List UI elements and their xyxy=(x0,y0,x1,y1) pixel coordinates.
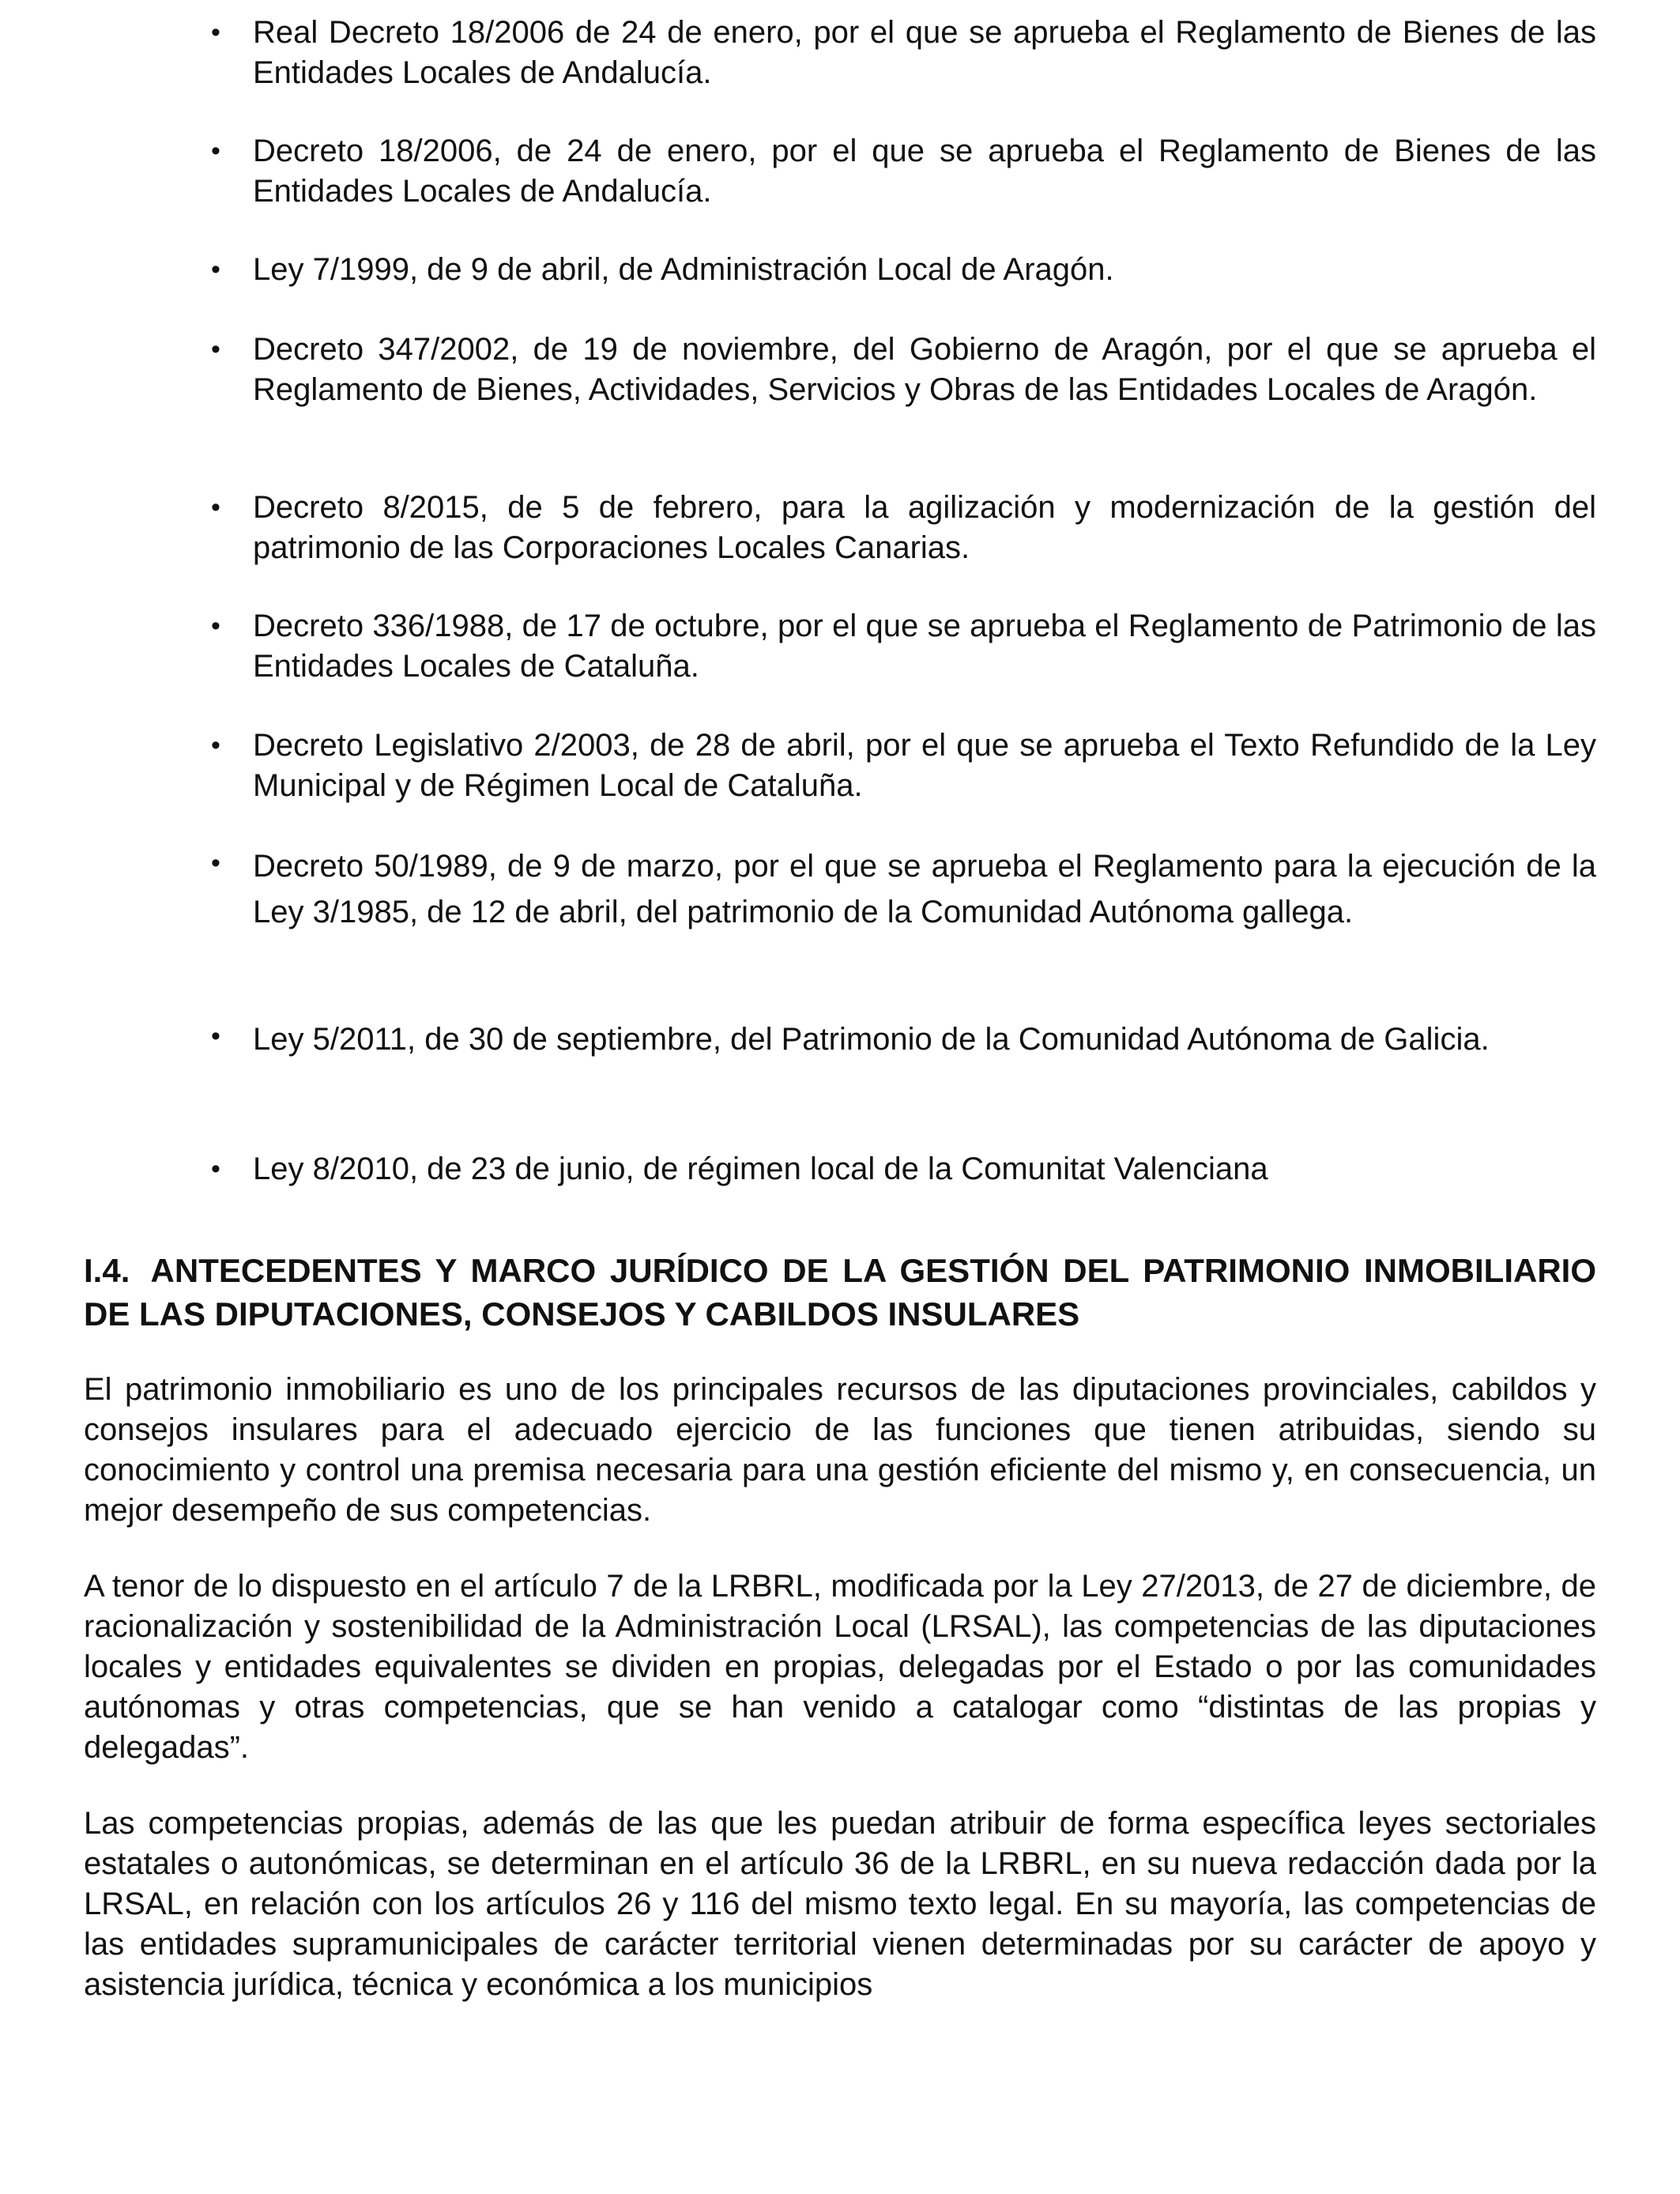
list-item-text: Decreto 8/2015, de 5 de febrero, para la agilización y modernización de la gestión del patrimonio de las Corporaciones Locales Canarias. xyxy=(253,490,1596,565)
list-item xyxy=(211,1149,1596,1189)
list-item xyxy=(211,843,1596,935)
bullet-icon: • xyxy=(211,254,220,285)
list-item xyxy=(211,606,1596,687)
body-paragraph: A tenor de lo dispuesto en el artículo 7 de la LRBRL, modificada por la Ley 27/2013, de 27 de diciembre, de racionalización y sostenibilidad de la Administración Local (LRSAL), las competencias de las diputaciones locales y entidades equivalentes se dividen en propias, delegadas por el Estado o por las comunidades autónomas y otras competencias, que se han venido a catalogar como “distintas de las propias y delegadas”. xyxy=(84,1569,1596,1765)
list-item-text: Real Decreto 18/2006 de 24 de enero, por el que se aprueba el Reglamento de Bienes de las Entidades Locales de Andalucía. xyxy=(253,15,1596,90)
list-item-text: Ley 8/2010, de 23 de junio, de régimen local de la Comunitat Valenciana xyxy=(253,1152,1268,1186)
list-item-text: Decreto 347/2002, de 19 de noviembre, del Gobierno de Aragón, por el que se aprueba el Reglamento de Bienes, Actividades, Servicios y Obras de las Entidades Locales de Aragón. xyxy=(253,332,1596,407)
section-number: I.4. xyxy=(84,1252,130,1289)
section-heading xyxy=(84,1249,1596,1336)
bullet-icon: • xyxy=(211,848,220,878)
section-title: ANTECEDENTES Y MARCO JURÍDICO DE LA GESTIÓN DEL PATRIMONIO INMOBILIARIO DE LAS DIPUTACIONES, CONSEJOS Y CABILDOS INSULARES xyxy=(84,1252,1596,1333)
list-item xyxy=(211,488,1596,568)
bullet-icon: • xyxy=(211,492,220,522)
bullet-icon: • xyxy=(211,136,220,166)
list-item-text: Ley 7/1999, de 9 de abril, de Administración Local de Aragón. xyxy=(253,252,1114,287)
list-item xyxy=(211,726,1596,806)
list-item xyxy=(211,1016,1596,1062)
bullet-icon: • xyxy=(211,1021,220,1051)
bullet-icon: • xyxy=(211,17,220,47)
bullet-icon: • xyxy=(211,334,220,364)
list-item xyxy=(211,250,1596,290)
body-paragraph: El patrimonio inmobiliario es uno de los principales recursos de las diputaciones provinciales, cabildos y consejos insulares para el adecuado ejercicio de las funciones que tienen atribuidas, siendo su conocimiento y control una premisa necesaria para una gestión eficiente del mismo y, en consecuencia, un mejor desempeño de sus competencias. xyxy=(84,1372,1596,1528)
list-item-text: Decreto Legislativo 2/2003, de 28 de abril, por el que se aprueba el Texto Refundido de la Ley Municipal y de Régimen Local de Cataluña. xyxy=(253,728,1596,803)
list-item-text: Decreto 336/1988, de 17 de octubre, por el que se aprueba el Reglamento de Patrimonio de las Entidades Locales de Cataluña. xyxy=(253,609,1596,684)
list-item-text: Decreto 50/1989, de 9 de marzo, por el que se aprueba el Reglamento para la ejecución de la Ley 3/1985, de 12 de abril, del patrimonio de la Comunidad Autónoma gallega. xyxy=(253,849,1596,929)
list-item xyxy=(211,13,1596,93)
list-item xyxy=(211,131,1596,212)
bullet-icon: • xyxy=(211,611,220,641)
bullet-icon: • xyxy=(211,730,220,760)
body-paragraph: Las competencias propias, además de las que les puedan atribuir de forma específica leyes sectoriales estatales o autonómicas, se determinan en el artículo 36 de la LRBRL, en su nueva redacción dada por la LRSAL, en relación con los artículos 26 y 116 del mismo texto legal. En su mayoría, las competencias de las entidades supramunicipales de carácter territorial vienen determinadas por su carácter de apoyo y asistencia jurídica, técnica y económica a los municipios xyxy=(84,1806,1596,2002)
bullet-icon: • xyxy=(211,1154,220,1184)
list-item-text: Ley 5/2011, de 30 de septiembre, del Patrimonio de la Comunidad Autónoma de Galicia. xyxy=(253,1022,1490,1057)
list-item-text: Decreto 18/2006, de 24 de enero, por el que se aprueba el Reglamento de Bienes de las Entidades Locales de Andalucía. xyxy=(253,134,1596,209)
list-item xyxy=(211,330,1596,410)
